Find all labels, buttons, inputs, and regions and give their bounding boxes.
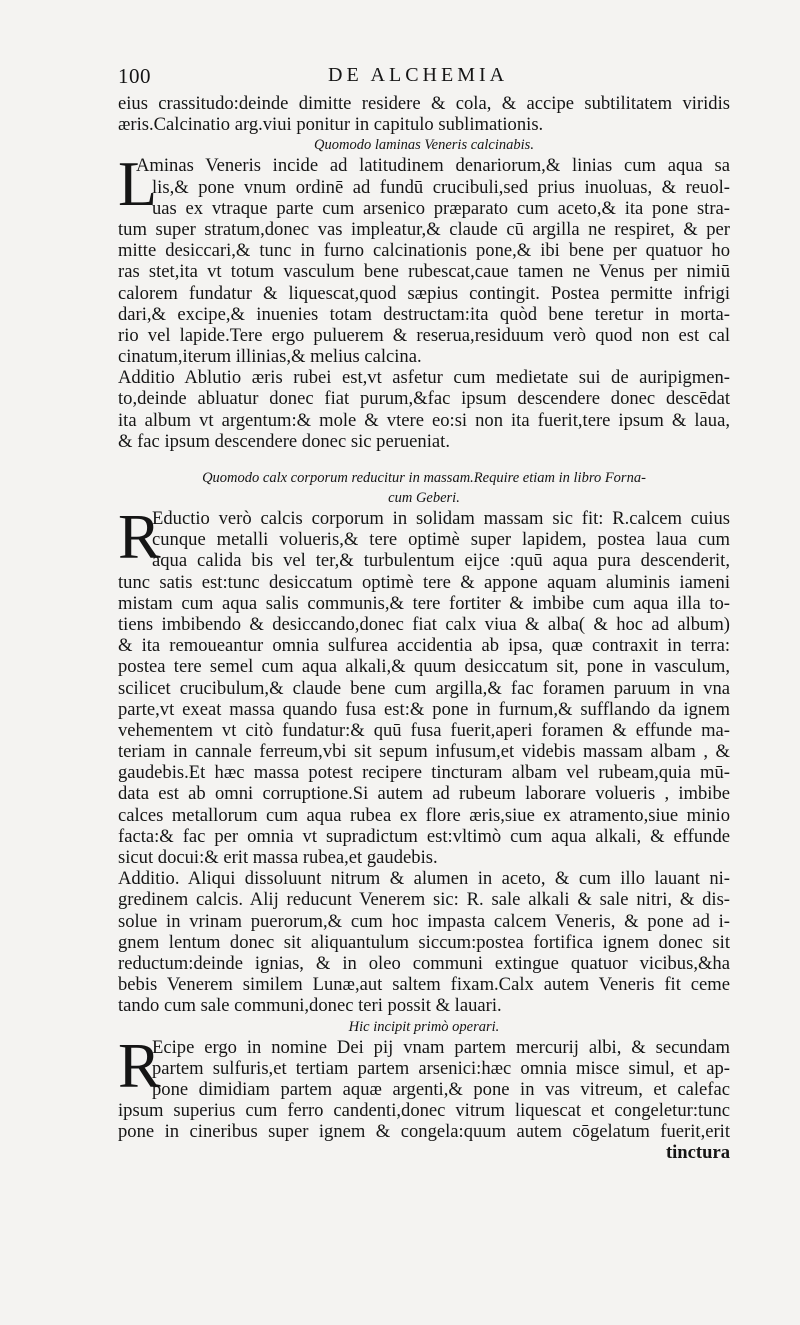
text-line: lis,& pone vnum ordinē ad fundū crucibuli,sed prius inuoluas, & reuol- [152,176,730,198]
text-line: gredinem calcis. Alij reducunt Venerem sic: R. sale alkali & sale nitri, & dis- [118,889,730,911]
text-line: gaudebis.Et hæc massa potest recipere tincturam albam vel rubeam,quia mū- [118,762,730,784]
text-line: & fac ipsum descendere donec sic perueniat. [118,430,450,452]
text-block [118,93,730,1163]
section-heading: Hic incipit primò operari. [348,1018,500,1035]
text-line: aqua calida bis vel ter,& turbulentum eijce :quū aqua pura descenderit, [152,550,730,572]
text-line: tum super stratum,donec vas impleatur,& claude cū argilla ne respiret, & per [118,218,730,240]
text-line: to,deinde abluatur donec fiat purum,&fac ipsum descendere donec descēdat [118,388,730,410]
text-line: data est ab omni corruptione.Si autem ad rubeum laborare volueris , imbibe [118,783,730,805]
page-number: 100 [118,64,151,88]
paragraph [118,148,730,368]
text-line: tunc satis est:tunc desiccatum optimè tere & appone aquam aluminis iameni [118,571,730,593]
text-line: ita album vt argentum:& mole & vtere eo:si non ita fuerit,tere ipsum & laua, [118,409,730,431]
text-line: pone dimidiam partem aquæ argenti,& pone in vas vitreum, et calefac [152,1078,730,1100]
drop-cap: R [118,1029,161,1101]
drop-cap: L [118,148,158,220]
text-line: Ecipe ergo in nomine Dei pij vnam partem mercurij albi, & secundam [152,1036,730,1058]
text-line: postea tere semel cum aqua alkali,& quum desiccatum sit, pone in vasculum, [118,656,730,678]
text-line: facta:& fac per omnia vt supradictum est:vltimò cum aqua alkali, & effunde [118,825,730,847]
section-heading: Quomodo laminas Veneris calcinabis. [314,137,534,154]
text-line: & ita remoueantur omnia sulfurea accidentia ab ipsa, quæ contraxit in terra: [118,635,730,657]
text-line: æris.Calcinatio arg.viui ponitur in capitulo sublimationis. [118,114,544,136]
page-header [118,62,730,92]
text-line: mitte desiccari,& tunc in furno calcinationis pone,& ibi bene per quatuor ho [118,240,730,262]
paragraph [118,501,730,868]
catchword: tinctura [665,1142,730,1164]
paragraph [118,1029,730,1143]
text-line: mistam cum aqua salis communis,& tere fortiter & imbibe cum aqua illa to- [118,592,730,614]
text-line: cinatum,iterum illinias,& melius calcina. [118,346,422,368]
text-line: uas ex vtraque parte cum arsenico præparato cum aceto,& ita pone stra- [152,197,730,219]
text-line: solue in vrinam puerorum,& cum hoc impasta calcem Veneris, & pone ad i- [118,910,730,932]
text-line: Additio. Aliqui dissoluunt nitrum & alumen in aceto, & cum illo lauant ni- [118,868,730,890]
drop-cap: R [118,501,161,572]
text-line: tiens imbibendo & desiccando,donec fiat calx viua & alba( & hoc ad album) [118,613,730,635]
text-line: ras stet,ita vt totum vasculum bene rubescat,caue tamen ne Venus per nimiū [118,261,730,283]
text-line: parte,vt exeat massa quando fusa est:& pone in furnum,& sufflando da ignem [118,698,730,720]
text-line: Additio Ablutio æris rubei est,vt asfetur cum medietate sui de auripigmen- [118,367,730,389]
text-line: reductum:deinde ignias, & in oleo communi extingue quatuor vicibus,&ha [118,952,730,974]
text-line: bebis Venerem similem Lunæ,aut saltem fixam.Calx autem Veneris fit ceme [118,974,730,996]
text-line: scilicet crucibulum,& claude bene cum argilla,& fac foramen paruum in vna [118,677,730,699]
text-line: dari,& excipe,& inuenies totam destructam:ita quòd bene teretur in morta- [118,303,730,325]
text-line: eius crassitudo:deinde dimitte residere & cola, & accipe subtilitatem viridis [118,93,730,114]
text-line: gnem lentum donec sit aliquantulum siccum:postea fortifica ignem donec sit [118,931,730,953]
text-line: calces metallorum cum aqua rubea ex flore æris,siue ex atramento,siue minio [118,804,730,826]
running-title: DE ALCHEMIA [328,64,509,86]
text-line: pone in cineribus super ignem & congela:quum autem cōgelatum fuerit,erit [118,1121,730,1143]
text-line: partem sulfuris,et tertiam partem arsenici:hæc omnia misce simul, et ap- [152,1057,730,1079]
text-line: calorem fundatur & liquescat,quod sæpius contingit. Postea permitte infrigi [118,282,730,304]
text-line: rio vel lapide.Tere ergo puluerem & reserua,residuum verò quod non est cal [118,324,730,346]
text-line: cunque metalli volueris,& tere optimè super lapidem, postea laua cum [152,529,730,551]
text-line: Eductio verò calcis corporum in solidam massam sic fit: R.calcem cuius [152,508,730,529]
section-heading-line: cum Geberi. [388,490,460,506]
text-line: sicut docui:& erit massa rubea,et gaudebis. [118,847,438,868]
section-heading [118,468,730,508]
section-heading-line: Quomodo calx corporum reducitur in massam.Require etiam in libro Forna- [202,470,646,486]
text-line: vehementem vt citò fundatur:& quū fusa fuerit,aperi foramen & effunde ma- [118,719,730,741]
text-line: teriam in cannale ferreum,vbi sit sepum infusum,et videbis massam albam , & [118,741,730,763]
text-line: tando cum sale communi,donec teri possit & lauari. [118,995,502,1017]
text-line: Aminas Veneris incide ad latitudinem denariorum,& linias cum aqua sa [136,155,730,177]
text-line: ipsum superius cum ferro candenti,donec vitrum liquescat et congeletur:tunc [118,1100,730,1122]
